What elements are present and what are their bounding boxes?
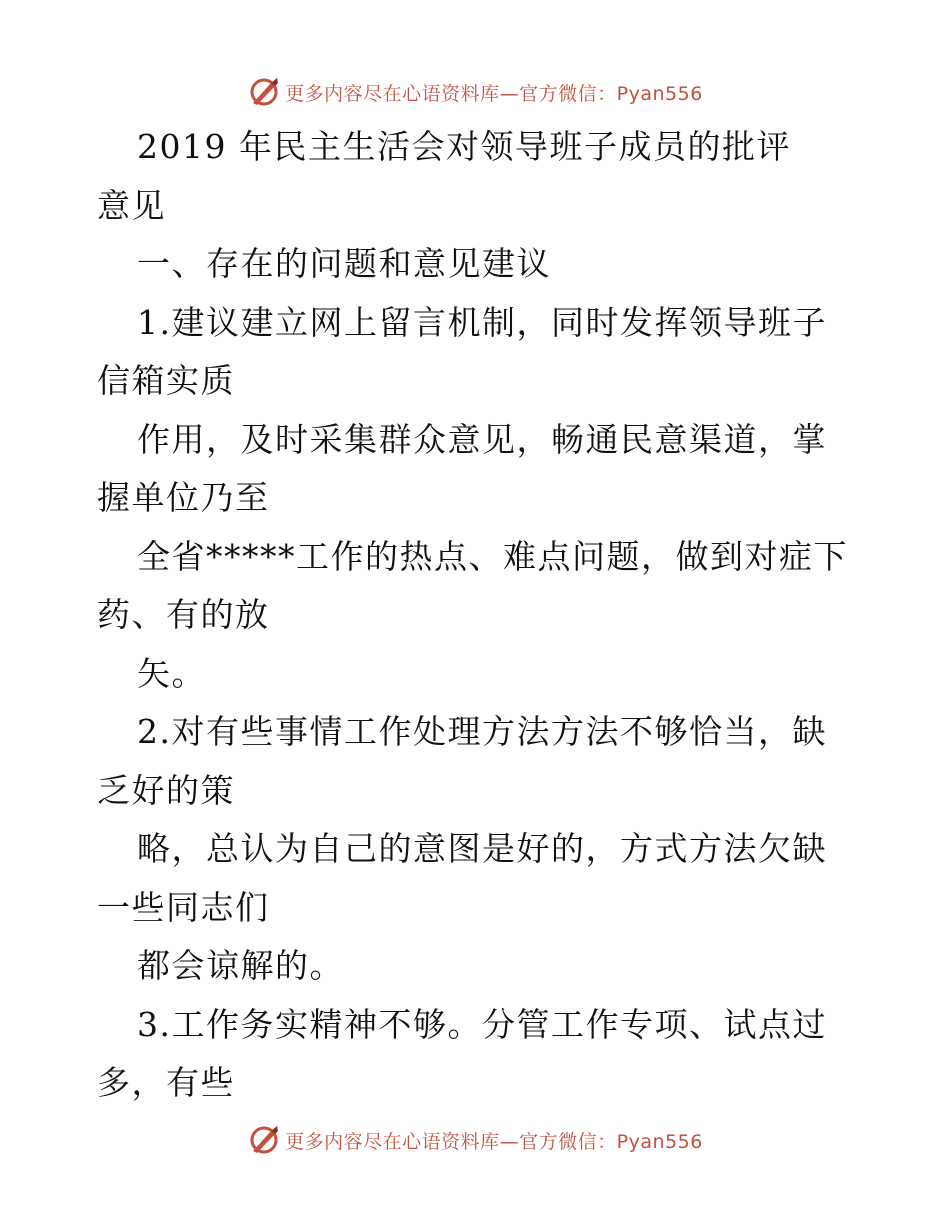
paragraph-2a: 2.对有些事情工作处理方法方法不够恰当，缺乏好的策 bbox=[97, 712, 827, 810]
watermark-text: 更多内容尽在心语资料库—官方微信：Pyan556 bbox=[285, 1130, 703, 1153]
pen-circle-icon bbox=[247, 1123, 281, 1157]
document-body bbox=[97, 118, 857, 1113]
pen-circle-icon bbox=[247, 75, 281, 109]
paragraph-1b: 作用，及时采集群众意见，畅通民意渠道，掌握单位乃至 bbox=[97, 419, 827, 517]
title-line-2: 意见 bbox=[97, 185, 166, 225]
paragraph-2c: 都会谅解的。 bbox=[137, 946, 344, 985]
paragraph-2b: 略，总认为自己的意图是好的，方式方法欠缺一些同志们 bbox=[97, 829, 827, 927]
document-title bbox=[97, 118, 857, 235]
paragraph-1c: 全省*****工作的热点、难点问题，做到对症下药、有的放 bbox=[97, 536, 848, 634]
watermark-banner-bottom bbox=[0, 1118, 950, 1162]
watermark-banner-top bbox=[0, 70, 950, 114]
section-heading: 一、存在的问题和意见建议 bbox=[137, 244, 551, 283]
title-line-1: 2019 年民主生活会对领导班子成员的批评 bbox=[137, 127, 791, 166]
watermark-text: 更多内容尽在心语资料库—官方微信：Pyan556 bbox=[285, 82, 703, 105]
paragraph-1d: 矢。 bbox=[137, 653, 206, 693]
paragraph-3a: 3.工作务实精神不够。分管工作专项、试点过多，有些 bbox=[97, 1004, 827, 1102]
paragraph-1a: 1.建议建立网上留言机制，同时发挥领导班子信箱实质 bbox=[97, 302, 827, 400]
